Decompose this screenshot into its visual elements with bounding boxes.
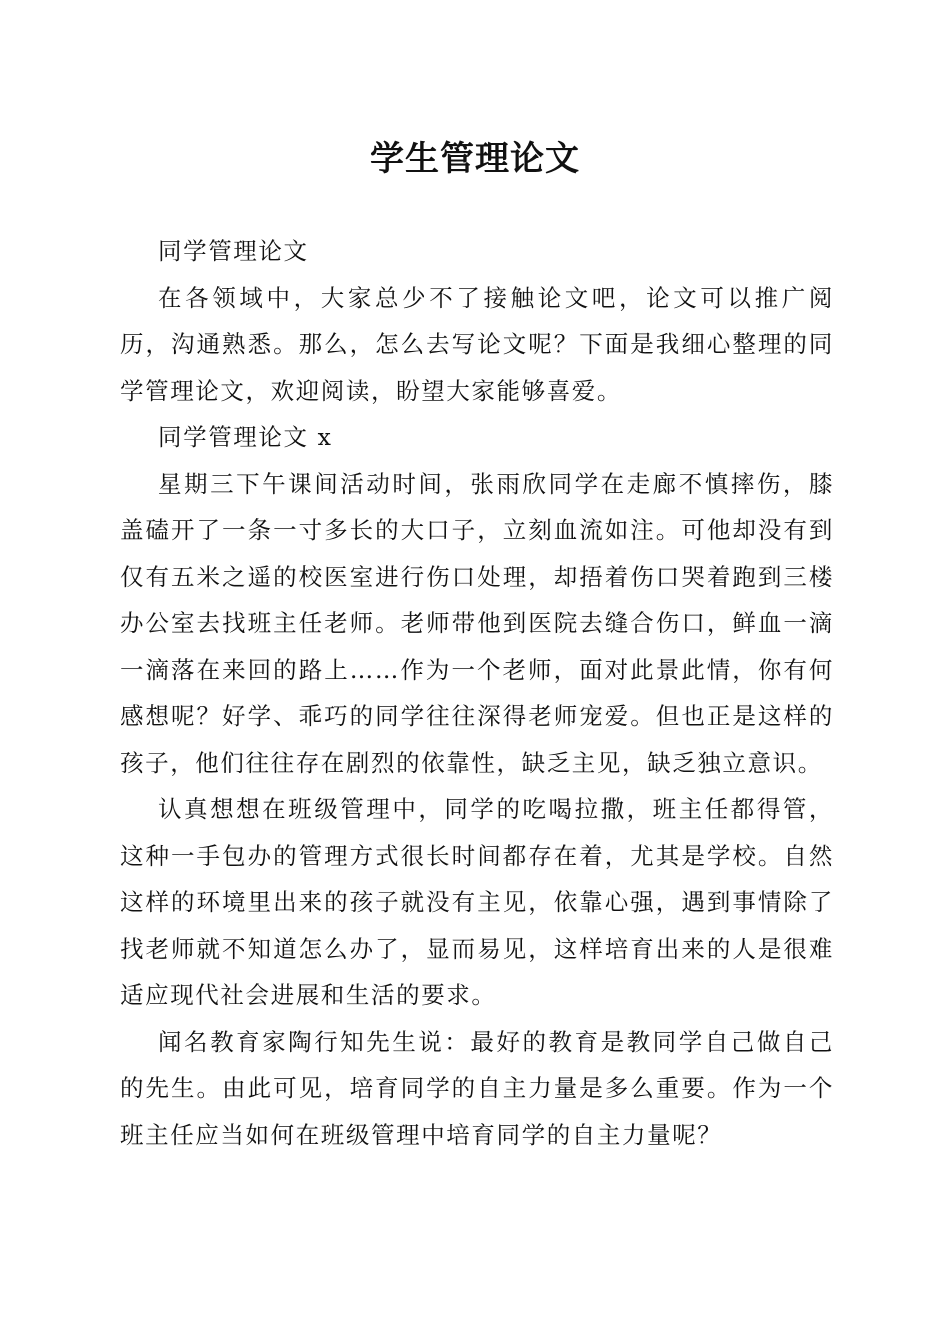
document-title: 学生管理论文	[370, 139, 580, 179]
intro-paragraph: 在各领域中，大家总少不了接触论文吧，论文可以推广阅历，沟通熟悉。那么，怎么去写论文呢？下面是我细心整理的同学管理论文，欢迎阅读，盼望大家能够喜爱。	[120, 283, 834, 405]
section-heading-paragraph: 同学管理论文 x	[158, 423, 333, 451]
document-body	[120, 228, 834, 1158]
body-paragraph: 星期三下午课间活动时间，张雨欣同学在走廊不慎摔伤，膝盖磕开了一条一寸多长的大口子，立刻血流如注。可他却没有到仅有五米之遥的校医室进行伤口处理，却捂着伤口哭着跑到三楼办公室去找班主任老师。老师带他到医院去缝合伤口，鲜血一滴一滴落在来回的路上……作为一个老师，面对此景此情，你有何感想呢？好学、乖巧的同学往往深得老师宠爱。但也正是这样的孩子，他们往往存在剧烈的依靠性，缺乏主见，缺乏独立意识。	[120, 469, 834, 777]
body-paragraph: 认真想想在班级管理中，同学的吃喝拉撒，班主任都得管，这种一手包办的管理方式很长时间都存在着，尤其是学校。自然这样的环境里出来的孩子就没有主见，依靠心强，遇到事情除了找老师就不知道怎么办了，显而易见，这样培育出来的人是很难适应现代社会进展和生活的要求。	[120, 795, 834, 1009]
body-paragraph: 闻名教育家陶行知先生说：最好的教育是教同学自己做自己的先生。由此可见，培育同学的自主力量是多么重要。作为一个班主任应当如何在班级管理中培育同学的自主力量呢？	[120, 1027, 834, 1149]
subtitle-paragraph: 同学管理论文	[158, 237, 309, 265]
